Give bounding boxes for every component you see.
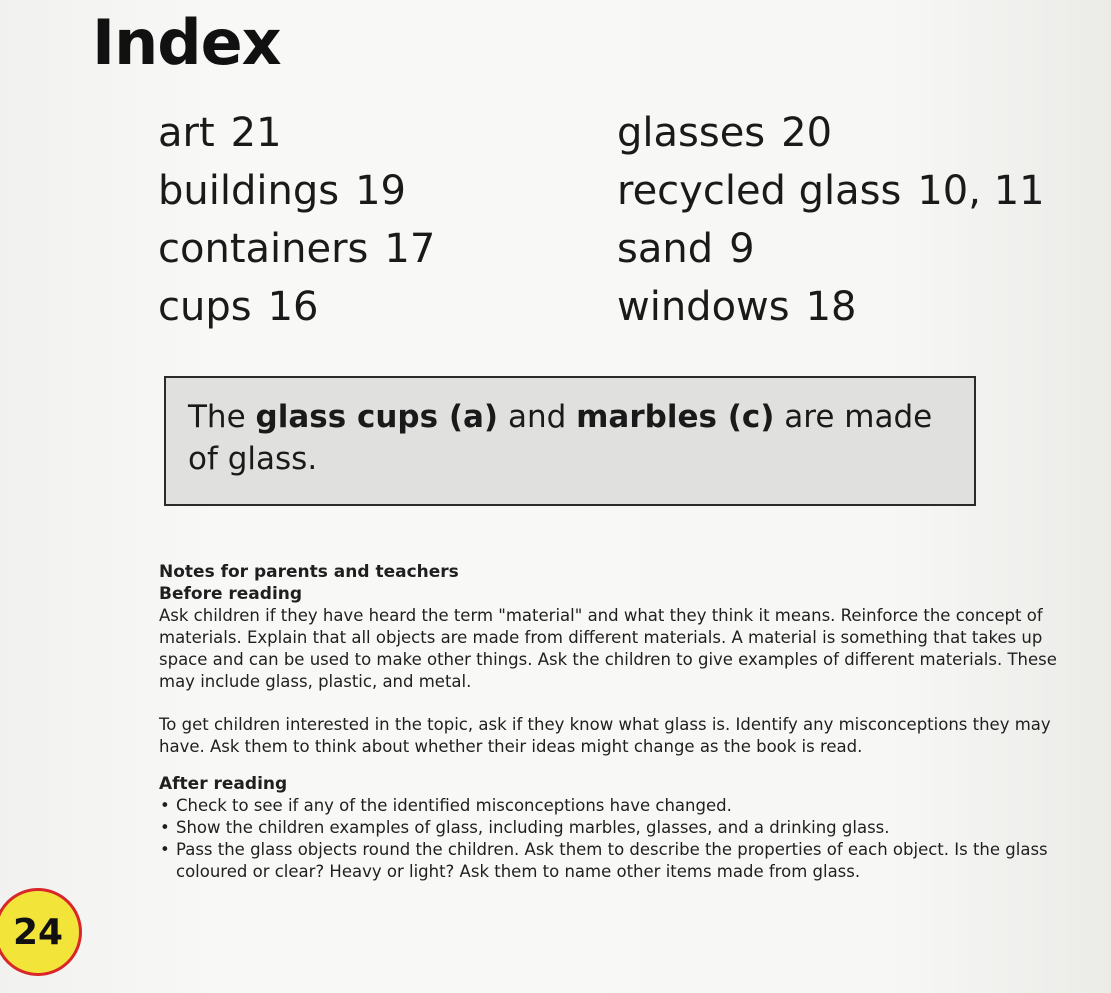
index-term: containers <box>158 226 369 272</box>
bullet-icon: • <box>160 796 170 815</box>
notes-heading: Notes for parents and teachers <box>159 562 459 582</box>
bullet-icon: • <box>160 840 170 859</box>
answer-box <box>164 376 976 506</box>
index-entry <box>617 278 1045 336</box>
index-entry <box>158 104 435 162</box>
list-item <box>159 817 1059 839</box>
before-reading-paragraph: To get children interested in the topic, ask if they know what glass is. Identify any misconceptions they may have. Ask them to think about whether their ideas might change as the book is read. <box>159 715 1051 756</box>
index-pages: 18 <box>805 284 857 330</box>
index-term: windows <box>617 284 790 330</box>
list-item-text: Check to see if any of the identified misconceptions have changed. <box>176 796 732 815</box>
index-pages: 10, 11 <box>917 168 1045 214</box>
index-pages: 17 <box>384 226 436 272</box>
index-entry <box>158 220 435 278</box>
index-column-left <box>158 104 435 336</box>
page-number-badge: 24 <box>0 888 82 976</box>
index-pages: 19 <box>355 168 406 214</box>
list-item <box>159 839 1059 883</box>
before-reading-heading: Before reading <box>159 584 303 604</box>
list-item-text: Show the children examples of glass, including marbles, glasses, and a drinking glass. <box>176 818 890 837</box>
page-title: Index <box>92 6 281 79</box>
answer-text: and <box>498 399 577 435</box>
index-term: art <box>158 110 215 156</box>
index-entry <box>617 220 1045 278</box>
index-entry <box>158 278 435 336</box>
index-term: buildings <box>158 168 340 214</box>
list-item <box>159 795 1059 817</box>
before-reading-paragraph: Ask children if they have heard the term "material" and what they think it means. Reinforce the concept of materials. Explain that all objects are made from different materials. A material is something that takes up space and can be used to make other things. Ask the children to give examples of different materials. These may include glass, plastic, and metal. <box>159 606 1057 691</box>
index-column-right <box>617 104 1045 336</box>
index-entry <box>617 104 1045 162</box>
index-entry <box>158 162 435 220</box>
index-pages: 16 <box>267 284 319 330</box>
answer-bold-text: marbles (c) <box>576 399 775 435</box>
after-reading-heading: After reading <box>159 774 288 794</box>
index-pages: 9 <box>729 226 755 272</box>
answer-text: The <box>188 399 256 435</box>
index-pages: 20 <box>781 110 833 156</box>
answer-bold-text: glass cups (a) <box>255 399 499 435</box>
index-pages: 21 <box>230 110 282 156</box>
after-reading-list <box>159 795 1059 883</box>
notes-section <box>159 561 1059 883</box>
index-term: recycled glass <box>617 168 902 214</box>
index-entry <box>617 162 1045 220</box>
bullet-icon: • <box>160 818 170 837</box>
index-term: cups <box>158 284 252 330</box>
answer-text: are made of glass. <box>188 399 933 477</box>
index-term: sand <box>617 226 714 272</box>
list-item-text: Pass the glass objects round the children. Ask them to describe the properties of each object. Is the glass coloured or clear? Heavy or light? Ask them to name other items made from glass. <box>176 840 1048 881</box>
index-term: glasses <box>617 110 766 156</box>
